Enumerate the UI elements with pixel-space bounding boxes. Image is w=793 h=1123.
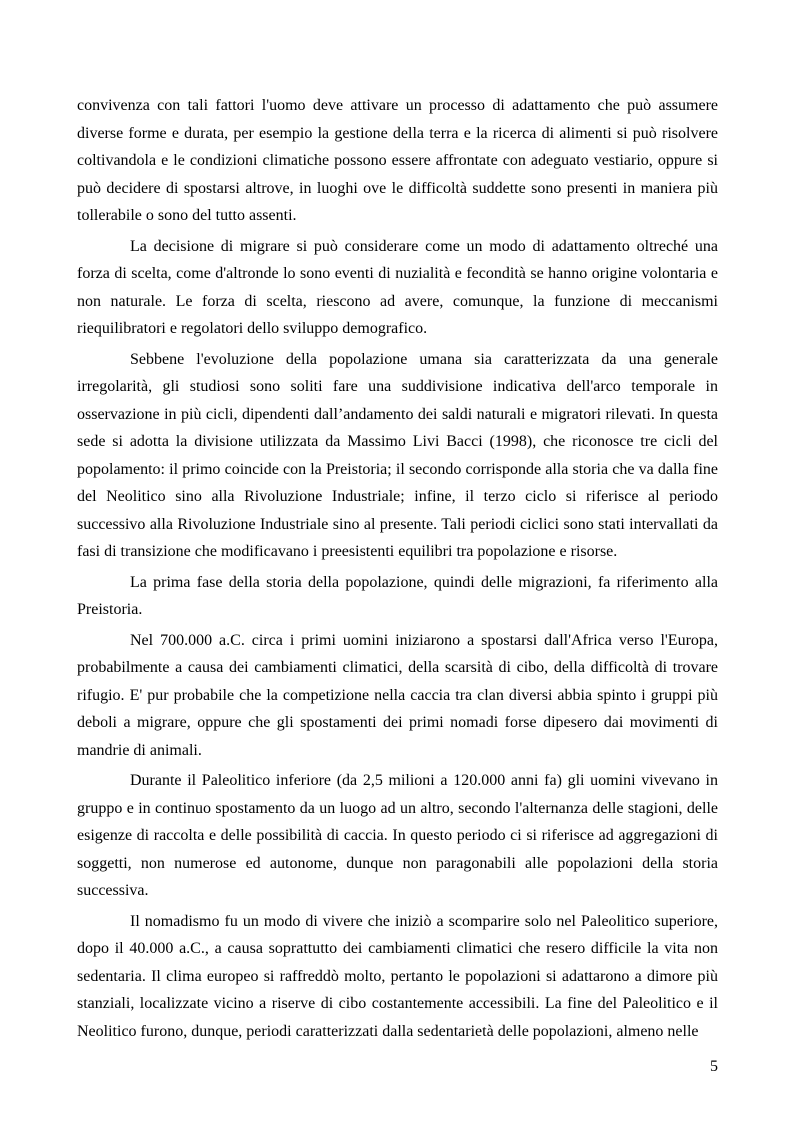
paragraph-5: Nel 700.000 a.C. circa i primi uomini iniziarono a spostarsi dall'Africa verso l'Europa, probabilmente a causa dei cambiamenti climatici, della scarsità di cibo, della difficoltà di trovare rifugio. E' pur probabile che la competizione nella caccia tra clan diversi abbia spinto i gruppi più deboli a migrare, oppure che gli spostamenti dei primi nomadi forse dipesero dai movimenti di mandrie di animali. (77, 631, 718, 759)
paragraph-4: La prima fase della storia della popolazione, quindi delle migrazioni, fa riferimento alla Preistoria. (77, 573, 718, 618)
paragraph-2: La decisione di migrare si può considerare come un modo di adattamento oltreché una forza di scelta, come d'altronde lo sono eventi di nuzialità e fecondità se hanno origine volontaria e non naturale. Le forza di scelta, riescono ad avere, comunque, la funzione di meccanismi riequilibratori e regolatori dello sviluppo demografico. (77, 237, 718, 337)
paragraph-7: Il nomadismo fu un modo di vivere che iniziò a scomparire solo nel Paleolitico superiore, dopo il 40.000 a.C., a causa soprattutto dei cambiamenti climatici che resero difficile la vita non sedentaria. Il clima europeo si raffreddò molto, pertanto le popolazioni si adattarono a dimore più stanziali, localizzate vicino a riserve di cibo costantemente accessibili. La fine del Paleolitico e il Neolitico furono, dunque, periodi caratterizzati dalla sedentarietà delle popolazioni, almeno nelle (77, 912, 718, 1040)
paragraph-3: Sebbene l'evoluzione della popolazione umana sia caratterizzata da una generale irregolarità, gli studiosi sono soliti fare una suddivisione indicativa dell'arco temporale in osservazione in più cicli, dipendenti dall’andamento dei saldi naturali e migratori rilevati. In questa sede si adotta la divisione utilizzata da Massimo Livi Bacci (1998), che riconosce tre cicli del popolamento: il primo coincide con la Preistoria; il secondo corrisponde alla storia che va dalla fine del Neolitico sino alla Rivoluzione Industriale; infine, il terzo ciclo si riferisce al periodo successivo alla Rivoluzione Industriale sino al presente. Tali periodi ciclici sono stati intervallati da fasi di transizione che modificavano i preesistenti equilibri tra popolazione e risorse. (77, 350, 718, 560)
page-number: 5 (710, 1058, 718, 1075)
paragraph-1: convivenza con tali fattori l'uomo deve attivare un processo di adattamento che può assumere diverse forme e durata, per esempio la gestione della terra e la ricerca di alimenti si può risolvere coltivandola e le condizioni climatiche possono essere affrontate con adeguato vestiario, oppure si può decidere di spostarsi altrove, in luoghi ove le difficoltà suddette sono presenti in maniera più tollerabile o sono del tutto assenti. (77, 97, 718, 224)
paragraph-6: Durante il Paleolitico inferiore (da 2,5 milioni a 120.000 anni fa) gli uomini vivevano in gruppo e in continuo spostamento da un luogo ad un altro, secondo l'alternanza delle stagioni, delle esigenze di raccolta e delle possibilità di caccia. In questo periodo ci si riferisce ad aggregazioni di soggetti, non numerose ed autonome, dunque non paragonabili alle popolazioni della storia successiva. (77, 772, 718, 899)
body-text (77, 92, 718, 1048)
